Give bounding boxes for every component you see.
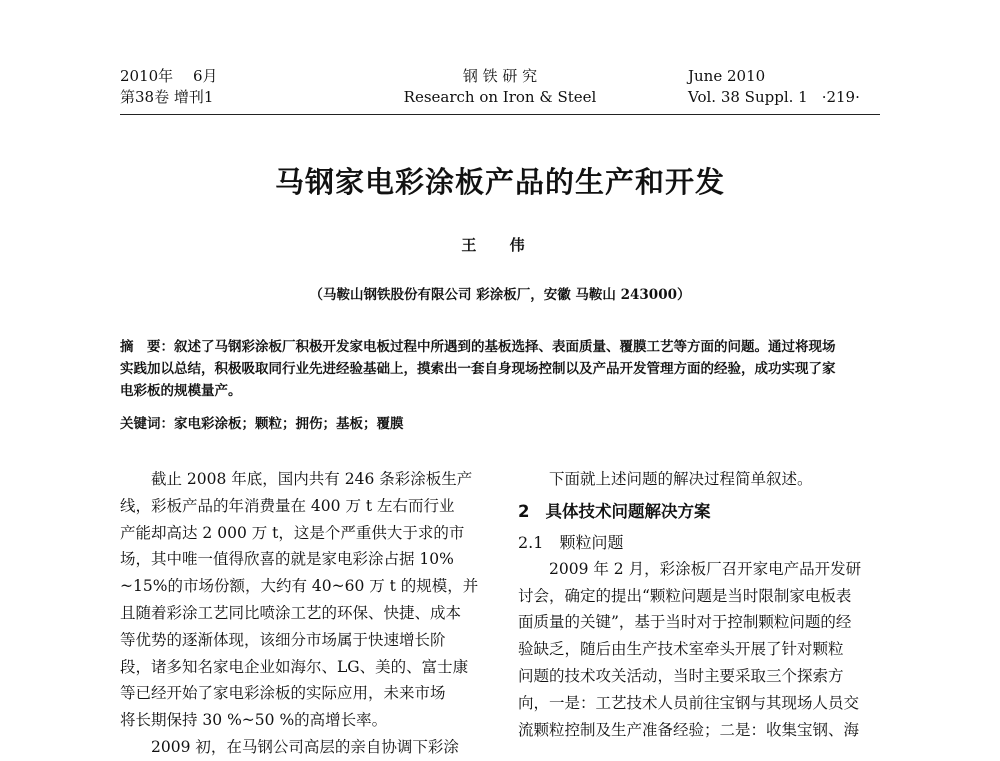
body-line: 场，其中唯一值得欣喜的就是家电彩涂占据 10%: [120, 550, 454, 569]
body-line: 2009 初，在马钢公司高层的亲自协调下彩涂: [151, 737, 459, 756]
body-line: ~15%的市场份额，大约有 40~60 万 t 的规模，并: [120, 577, 479, 596]
body-line: 将长期保持 30 %~50 %的高增长率。: [120, 711, 388, 730]
abstract: [120, 336, 880, 402]
header-rule: [120, 114, 880, 115]
body-line: 段，诸多知名家电企业如海尔、LG、美的、富士康: [120, 657, 469, 676]
body-line: 验缺乏，随后由生产技术室牵头开展了针对颗粒: [518, 640, 844, 659]
journal-name-cn: 钢 铁 研 究: [462, 67, 538, 85]
volume-issue: 第38卷 增刊1: [120, 88, 214, 106]
body-line: 2009 年 2 月，彩涂板厂召开家电产品开发研: [549, 559, 862, 578]
paper-title: 马钢家电彩涂板产品的生产和开发: [274, 165, 725, 199]
body-line: 截止 2008 年底，国内共有 246 条彩涂板生产: [151, 470, 473, 488]
page-number: ·219·: [821, 88, 860, 106]
journal-name-en: Research on Iron & Steel: [403, 88, 597, 106]
body-line: 流颗粒控制及生产准备经验；二是：收集宝钢、海: [518, 720, 860, 739]
abstract-line: 电彩板的规模量产。: [120, 383, 242, 399]
journal-header-center: [380, 66, 620, 108]
section-heading: [518, 500, 883, 524]
keywords-label: 关键词：: [120, 416, 174, 432]
body-line: 下面就上述问题的解决过程简单叙述。: [549, 470, 813, 488]
right-column: [518, 466, 883, 743]
body-line: 产能却高达 2 000 万 t，这是个严重供大于求的市: [120, 523, 465, 542]
journal-header-right: [688, 66, 860, 108]
body-line: 线，彩板产品的年消费量在 400 万 t 左右而行业: [120, 496, 455, 515]
body-line: 问题的技术攻关活动，当时主要采取三个探索方: [518, 666, 844, 685]
keywords: [120, 414, 880, 434]
section-number: 2: [518, 501, 530, 521]
subsection-heading: [518, 530, 883, 556]
subsection-title: 颗粒问题: [559, 532, 624, 552]
body-line: 讨会，确定的提出“颗粒问题是当时限制家电板表: [518, 586, 852, 605]
left-column: [120, 466, 485, 761]
affiliation: （马鞍山钢铁股份有限公司 彩涂板厂，安徽 马鞍山 243000）: [309, 287, 691, 303]
volume-issue-en: Vol. 38 Suppl. 1: [688, 88, 808, 106]
body-line: 等优势的逐渐体现，该细分市场属于快速增长阶: [120, 630, 446, 649]
body-line: 等已经开始了家电彩涂板的实际应用，未来市场: [120, 684, 446, 703]
issue-date: 2010年 6月: [120, 67, 218, 85]
keywords-text: 家电彩涂板；颗粒；拥伤；基板；覆膜: [174, 416, 404, 432]
journal-header-left: [120, 66, 218, 108]
author: 王 伟: [461, 236, 539, 254]
body-line: 且随着彩涂工艺同比喷涂工艺的环保、快捷、成本: [120, 603, 462, 622]
body-line: 面质量的关键”，基于当时对于控制颗粒问题的经: [518, 613, 852, 632]
abstract-label: 摘 要：: [120, 339, 174, 355]
subsection-number: 2.1: [518, 532, 544, 552]
section-title: 具体技术问题解决方案: [545, 501, 711, 521]
issue-date-en: June 2010: [688, 67, 766, 85]
abstract-line: 叙述了马钢彩涂板厂积极开发家电板过程中所遇到的基板选择、表面质量、覆膜工艺等方面的问题。通过将现场: [174, 339, 836, 355]
body-line: 向，一是：工艺技术人员前往宝钢与其现场人员交: [518, 693, 860, 712]
abstract-line: 实践加以总结，积极吸取同行业先进经验基础上，摸索出一套自身现场控制以及产品开发管理方面的经验，成功实现了家: [120, 361, 836, 377]
